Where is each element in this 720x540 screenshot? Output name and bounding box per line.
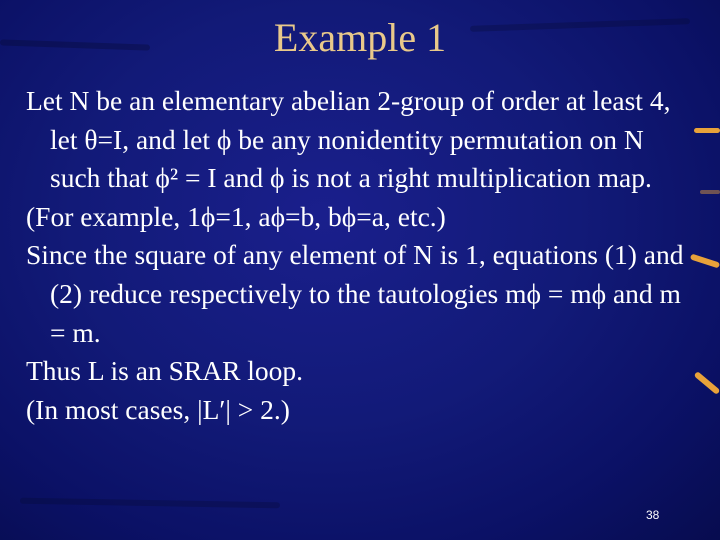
- page-number: 38: [646, 508, 660, 522]
- paragraph: Let N be an elementary abelian 2-group of order at least 4, let θ=I, and let ϕ be any nonidentity permutation on N such that ϕ² = I and ϕ is not a right multiplication map.: [26, 85, 671, 194]
- paragraph: Thus L is an SRAR loop.: [26, 355, 304, 387]
- slide-body: [26, 82, 698, 429]
- decorative-dash: [700, 190, 720, 194]
- bg-streak: [20, 498, 280, 509]
- paragraph: (In most cases, |L′| > 2.): [26, 393, 290, 425]
- slide-title: Example 1: [273, 15, 447, 60]
- paragraph: Since the square of any element of N is 1, equations (1) and (2) reduce respectively to the tautologies mϕ = mϕ and m = m.: [26, 239, 684, 348]
- paragraph: (For example, 1ϕ=1, aϕ=b, bϕ=a, etc.): [26, 200, 446, 232]
